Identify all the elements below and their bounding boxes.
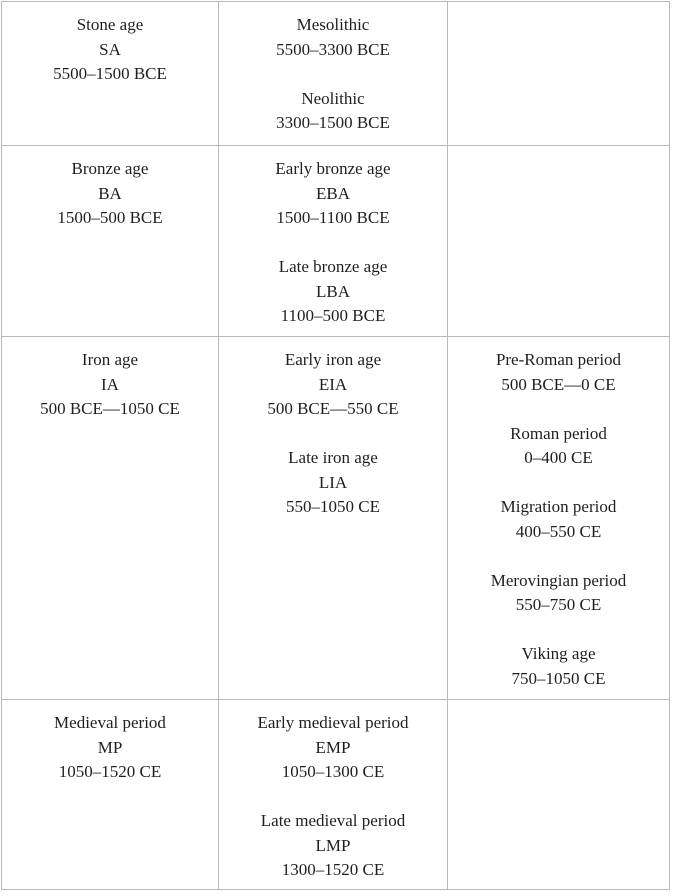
period-entry xyxy=(2,157,218,231)
subperiod-abbreviation: EBA xyxy=(316,183,350,203)
subperiod-abbreviation: LIA xyxy=(318,472,348,492)
subperiod-range: 550–1050 CE xyxy=(286,497,380,516)
subperiod-entry xyxy=(219,348,447,422)
subperiod-range: 1050–1300 CE xyxy=(281,762,385,781)
subperiod-range: 1100–500 BCE xyxy=(280,306,386,325)
table-cell-subperiods xyxy=(219,337,448,700)
table-cell-period xyxy=(2,2,219,146)
subperiod-entry xyxy=(219,809,447,883)
cultural-period-range: 550–750 CE xyxy=(515,595,602,614)
subperiod-title: Late bronze age xyxy=(278,257,388,276)
table-cell-period xyxy=(2,700,219,889)
period-title: Medieval period xyxy=(54,713,166,732)
period-range: 1500–500 BCE xyxy=(57,208,163,227)
subperiod-entry xyxy=(219,255,447,329)
subperiod-title: Mesolithic xyxy=(296,15,370,34)
period-entry xyxy=(2,348,218,422)
period-entry xyxy=(2,711,218,785)
period-title: Iron age xyxy=(81,350,139,369)
cultural-period-range: 0–400 CE xyxy=(524,448,593,467)
table-cell-subperiods xyxy=(219,2,448,146)
subperiod-range: 1300–1520 CE xyxy=(281,860,385,879)
subperiod-range: 5500–3300 BCE xyxy=(276,39,390,59)
period-title: Stone age xyxy=(76,15,144,34)
cultural-period-title: Roman period xyxy=(510,423,607,443)
period-entry xyxy=(2,13,218,87)
cultural-period-entry xyxy=(448,569,669,618)
cultural-period-entry xyxy=(448,495,669,544)
subperiod-range: 500 BCE—550 CE xyxy=(267,399,399,418)
period-range: 1050–1520 CE xyxy=(58,762,162,781)
subperiod-range: 3300–1500 BCE xyxy=(276,113,390,132)
cultural-period-entry xyxy=(448,422,669,471)
subperiod-abbreviation: LMP xyxy=(315,835,351,855)
period-range: 500 BCE—1050 CE xyxy=(40,399,180,418)
subperiod-title: Neolithic xyxy=(301,88,365,108)
subperiod-range: 1500–1100 BCE xyxy=(276,208,390,227)
subperiod-title: Late medieval period xyxy=(260,811,406,830)
subperiod-title: Late iron age xyxy=(288,448,378,467)
subperiod-entry xyxy=(219,711,447,785)
subperiod-entry xyxy=(219,13,447,62)
period-abbreviation: SA xyxy=(99,39,121,59)
table-cell-subperiods xyxy=(219,146,448,337)
period-abbreviation: BA xyxy=(98,183,122,203)
table-cell-subperiods xyxy=(219,700,448,889)
subperiod-title: Early iron age xyxy=(284,350,382,369)
table-cell-period xyxy=(2,337,219,700)
table-cell-period xyxy=(2,146,219,337)
period-title: Bronze age xyxy=(71,159,149,178)
cultural-period-title: Migration period xyxy=(500,497,617,516)
cultural-period-range: 500 BCE—0 CE xyxy=(501,374,616,394)
subperiod-entry xyxy=(219,157,447,231)
period-abbreviation: MP xyxy=(97,737,123,757)
subperiod-title: Early bronze age xyxy=(275,159,391,178)
chronology-table xyxy=(1,1,670,890)
subperiod-entry xyxy=(219,87,447,136)
subperiod-entry xyxy=(219,446,447,520)
cultural-period-entry xyxy=(448,348,669,397)
table-cell-cultural-periods xyxy=(448,337,669,700)
table-cell-empty xyxy=(448,700,669,889)
cultural-period-title: Pre-Roman period xyxy=(495,350,622,369)
subperiod-abbreviation: LBA xyxy=(316,281,350,301)
cultural-period-entry xyxy=(448,642,669,691)
subperiod-title: Early medieval period xyxy=(257,713,409,732)
cultural-period-title: Viking age xyxy=(521,644,596,663)
subperiod-abbreviation: EMP xyxy=(315,737,351,757)
table-cell-empty xyxy=(448,2,669,146)
period-range: 5500–1500 BCE xyxy=(53,64,167,83)
cultural-period-range: 750–1050 CE xyxy=(511,668,606,688)
cultural-period-title: Merovingian period xyxy=(490,570,627,590)
period-abbreviation: IA xyxy=(101,374,119,394)
subperiod-abbreviation: EIA xyxy=(318,374,348,394)
cultural-period-range: 400–550 CE xyxy=(515,521,602,541)
table-cell-empty xyxy=(448,146,669,337)
